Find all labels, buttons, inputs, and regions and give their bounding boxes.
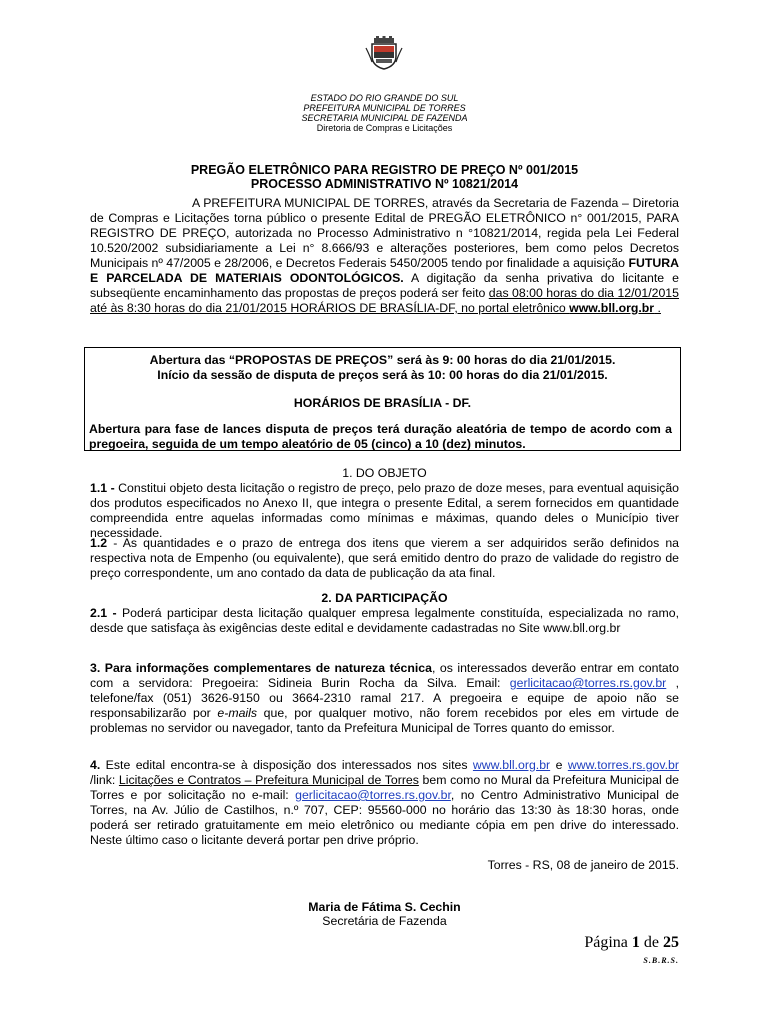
document-title: PREGÃO ELETRÔNICO PARA REGISTRO DE PREÇO Nº 001/2015 xyxy=(190,163,579,177)
author-initials: S.B.R.S. xyxy=(643,956,679,965)
bll-site-link[interactable]: www.bll.org.br xyxy=(569,301,655,315)
section1-item2: 1.2 - As quantidades e o prazo de entrega dos itens que vierem a ser adquiridos serão definidos na respectiva nota de Empenho (ou equivalente), que será emitido dentro do prazo de validade do registro de preço correspondente, um ano contado da data de publicação da ata final. xyxy=(90,536,679,580)
request-email-link[interactable]: gerlicitacao@torres.rs.gov.br xyxy=(295,788,451,802)
header-secretaria: SECRETARIA MUNICIPAL DE FAZENDA xyxy=(301,113,468,123)
licitacoes-link[interactable]: Licitações e Contratos – Prefeitura Municipal de Torres xyxy=(118,773,419,787)
section4-paragraph: 4. Este edital encontra-se à disposição dos interessados nos sites www.bll.org.br e www.torres.rs.gov.br /link: Licitações e Contratos – Prefeitura Municipal de Torres bem como no Mural da Prefeitura Municipal de Torres e por solicitação no e-mail: gerlicitacao@torres.rs.gov.br, no Centro Administrativo Municipal de Torres, na Av. Júlio de Castilhos, n.º 707, CEP: 95560-000 no horário das 13:30 às 18:30 horas, onde poderá ser retirado gratuitamente em meio eletrônico ou mediante cópia em pen drive do interessado. Neste último caso o licitante deverá portar pen drive próprio. xyxy=(90,758,680,847)
contact-email-link[interactable]: gerlicitacao@torres.rs.gov.br xyxy=(509,676,667,690)
torres-site-link[interactable]: www.torres.rs.gov.br xyxy=(567,758,679,772)
signatory-role: Secretária de Fazenda xyxy=(322,914,447,928)
box-opening-proposals: Abertura das “PROPOSTAS DE PREÇOS” será às 9: 00 horas do dia 21/01/2015. xyxy=(149,353,616,367)
section2-item1: 2.1 - Poderá participar desta licitação qualquer empresa legalmente constituída, especializada no ramo, desde que satisfaça às exigências deste edital e devidamente cadastradas no Site www.bll.org.br xyxy=(90,606,679,635)
box-dispute-start: Início da sessão de disputa de preços será às 10: 00 horas do dia 21/01/2015. xyxy=(157,368,608,382)
box-timezone: HORÁRIOS DE BRASÍLIA - DF. xyxy=(293,396,472,410)
header-diretoria: Diretoria de Compras e Licitações xyxy=(316,123,453,133)
schedule-box xyxy=(84,347,681,451)
section1-heading: 1. DO OBJETO xyxy=(342,466,427,480)
box-bidding-phase: Abertura para fase de lances disputa de preços terá duração aleatória de tempo de acordo com a pregoeira, seguida de um tempo aleatório de 05 (cinco) a 10 (dez) minutos. xyxy=(89,422,672,451)
section1-item1: 1.1 - Constitui objeto desta licitação o registro de preço, pelo prazo de doze meses, para eventual aquisição dos produtos especificados no Anexo II, que integra o presente Edital, a serem fornecidos em quantidade compreendida entre aquelas informadas como mínimas e máximas, quando deles o Município tiver necessidade. xyxy=(90,481,680,540)
place-date: Torres - RS, 08 de janeiro de 2015. xyxy=(487,858,679,872)
bll-site-link-2[interactable]: www.bll.org.br xyxy=(472,758,551,772)
section2-heading: 2. DA PARTICIPAÇÃO xyxy=(321,591,448,605)
object-description: FUTURA E PARCELADA DE MATERIAIS ODONTOLÓGICOS. xyxy=(90,256,679,285)
intro-paragraph: A PREFEITURA MUNICIPAL DE TORRES, através da Secretaria de Fazenda – Diretoria de Compras e Licitações torna público o presente Edital de PREGÃO ELETRÔNICO n° 001/2015, PARA REGISTRO DE PREÇO, autorizada no Processo Administrativo n °10821/2014, regida pela Lei Federal 10.520/2002 subsidiariamente a Lei n° 8.666/93 e alterações posteriores, bem como pelos Decretos Municipais nº 47/2005 e 28/2006, e Decretos Federais 5450/2005 tendo por finalidade a aquisição FUTURA E PARCELADA DE MATERIAIS ODONTOLÓGICOS. A digitação da senha privativa do licitante e subseqüente encaminhamento das propostas de preços poderá ser feito das 08:00 horas do dia 12/01/2015 até às 8:30 horas do dia 21/01/2015 HORÁRIOS DE BRASÍLIA-DF, no portal eletrônico www.bll.org.br . xyxy=(90,196,679,315)
document-subtitle: PROCESSO ADMINISTRATIVO Nº 10821/2014 xyxy=(250,177,519,191)
section3-paragraph: 3. Para informações complementares de natureza técnica, os interessados deverão entrar em contato com a servidora: Pregoeira: Sidineia Burin Rocha da Silva. Email: gerlicitacao@torres.rs.gov.br , telefone/fax (051) 3626-9150 ou 3664-2310 ramal 217. A pregoeira e equipe de apoio não se responsabilizarão por e-mails que, por qualquer motivo, não forem recebidos por eles em virtude de problemas no servidor ou navegador, tanto da Prefeitura Municipal de Torres quanto do emissor. xyxy=(90,661,679,735)
page-number: Página 1 de 25 xyxy=(584,934,679,951)
municipal-crest-icon xyxy=(364,36,404,70)
header-state: ESTADO DO RIO GRANDE DO SUL xyxy=(310,93,459,103)
signatory-name: Maria de Fátima S. Cechin xyxy=(308,900,461,914)
header-prefeitura: PREFEITURA MUNICIPAL DE TORRES xyxy=(303,103,466,113)
